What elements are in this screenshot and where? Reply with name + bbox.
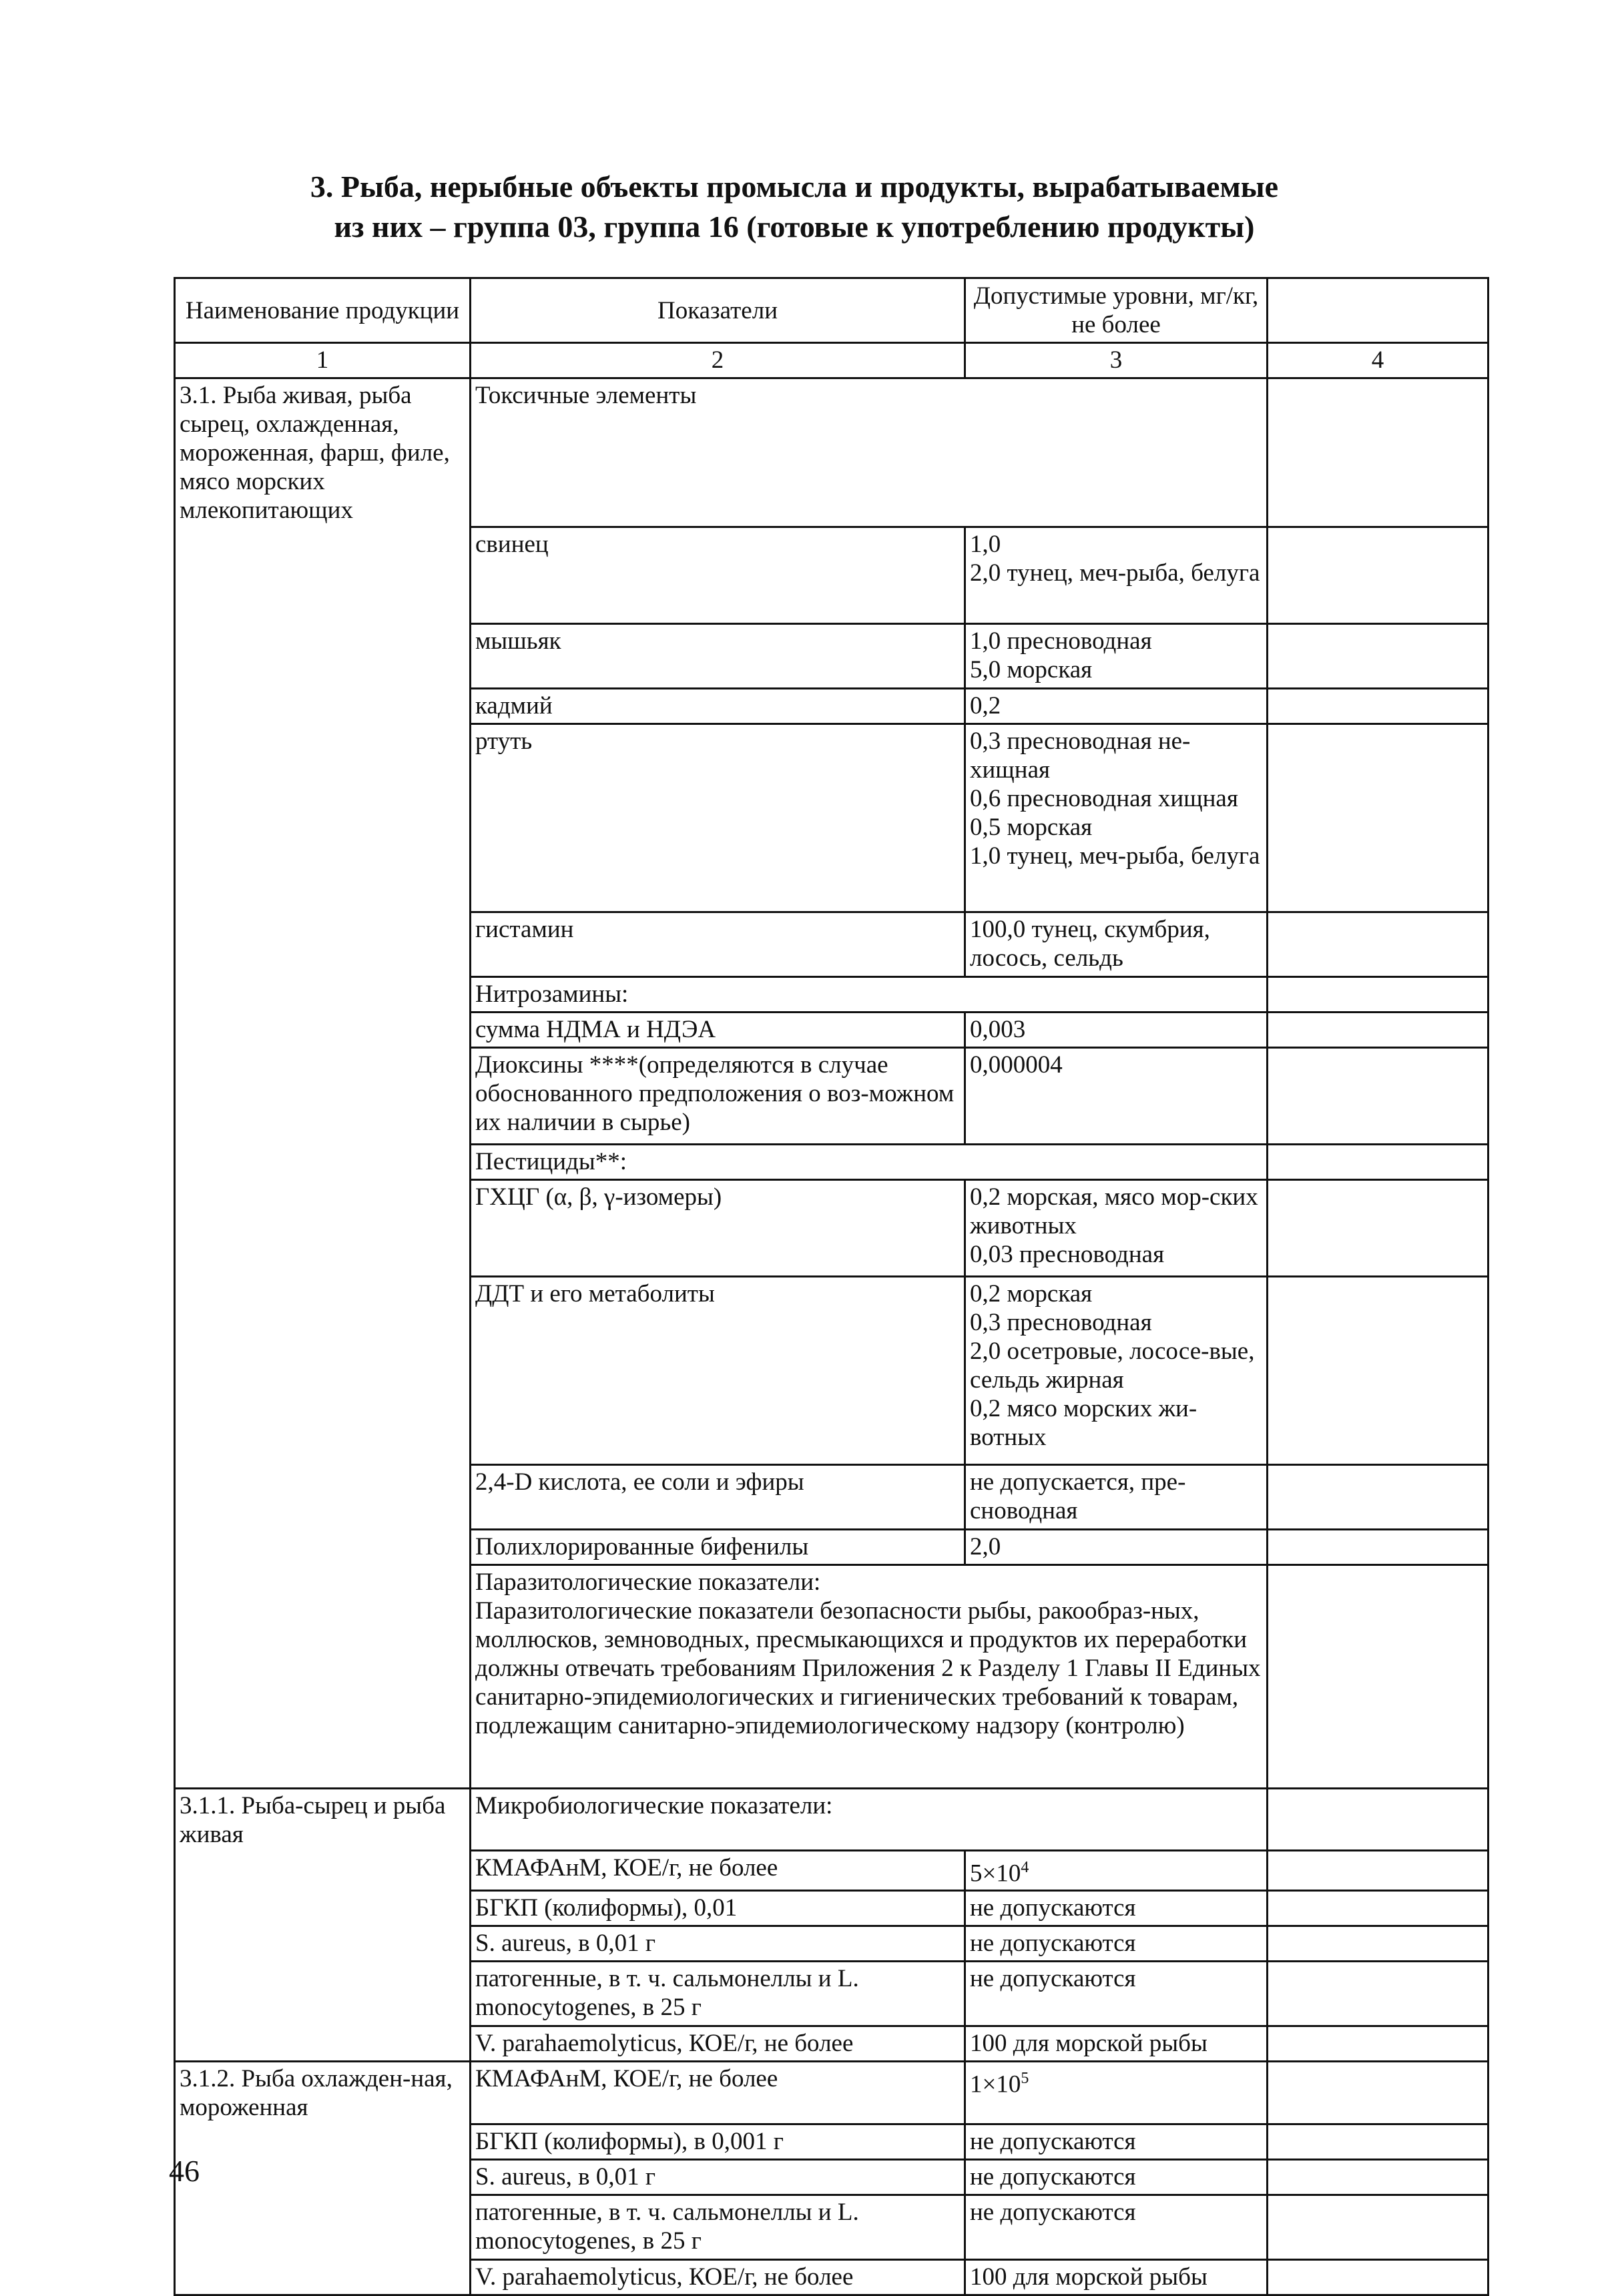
indicator-value [965, 2062, 1268, 2124]
col4-cell [1268, 1891, 1489, 1926]
section-nitrosamines: Нитрозамины: [471, 976, 1268, 1012]
table-row [175, 1962, 1489, 2026]
page-number: 46 [169, 2154, 200, 2188]
header-row [175, 278, 1489, 343]
col-number-2: 2 [471, 343, 965, 378]
col4-cell [1268, 378, 1489, 527]
indicator-name: 2,4-D кислота, ее соли и эфиры [471, 1464, 965, 1529]
indicator-name: V. parahaemolyticus, КОЕ/г, не более [471, 2259, 965, 2295]
standards-table [174, 277, 1489, 2296]
col-number-4: 4 [1268, 343, 1489, 378]
col4-cell [1268, 2124, 1489, 2159]
document-title [160, 167, 1428, 247]
indicator-name: ДДТ и его метаболиты [471, 1276, 965, 1464]
col4-cell [1268, 2159, 1489, 2195]
col4-cell [1268, 976, 1489, 1012]
indicator-value: 0,2 морская, мясо мор-ских животных 0,03 пресноводная [965, 1179, 1268, 1276]
col4-cell [1268, 1529, 1489, 1564]
table-row [175, 912, 1489, 976]
table-row [175, 1564, 1489, 1788]
col4-cell [1268, 527, 1489, 623]
indicator-value: 100,0 тунец, скумбрия, лосось, сельдь [965, 912, 1268, 976]
table-row [175, 623, 1489, 688]
group-continuation [175, 1276, 471, 1464]
group-continuation [175, 976, 471, 1012]
indicator-value: 0,003 [965, 1012, 1268, 1047]
indicator-name: КМАФАнМ, КОЕ/г, не более [471, 1851, 965, 1891]
table-row [175, 1464, 1489, 1529]
indicator-value: не допускаются [965, 2124, 1268, 2159]
indicator-value [965, 1851, 1268, 1891]
indicator-name: S. aureus, в 0,01 г [471, 2159, 965, 2195]
value-exponent: 5 [1021, 2070, 1029, 2088]
table-row [175, 1788, 1489, 1851]
table-row [175, 976, 1489, 1012]
group-continuation [175, 1012, 471, 1047]
table-row [175, 2026, 1489, 2062]
col4-cell [1268, 1788, 1489, 1851]
indicator-name: Диоксины ****(определяются в случае обоснованного предположения о воз-можном их наличии в сырье) [471, 1047, 965, 1144]
col4-cell [1268, 1564, 1489, 1788]
indicator-value: не допускаются [965, 2159, 1268, 2195]
table-row [175, 1891, 1489, 1926]
section-parasitological: Паразитологические показатели: Паразитологические показатели безопасности рыбы, ракообраз-ных, моллюсков, земноводных, пресмыкающихся и продуктов их переработки должны отвечать требованиям Приложения 2 к Разделу 1 Главы II Единых санитарно-эпидемиологических и гигиенических требований к товарам, подлежащим санитарно-эпидемиологическому надзору (контролю) [471, 1564, 1268, 1788]
title-line-1: 3. Рыба, нерыбные объекты промысла и продукты, вырабатываемые [310, 170, 1279, 204]
col4-cell [1268, 2195, 1489, 2259]
col4-cell [1268, 1276, 1489, 1464]
header-indicators: Показатели [471, 278, 965, 343]
indicator-value: не допускаются [965, 1891, 1268, 1926]
group-continuation [175, 2026, 471, 2062]
indicator-name: ртуть [471, 724, 965, 912]
indicator-value: не допускаются [965, 1926, 1268, 1962]
col4-cell [1268, 1012, 1489, 1047]
product-group-3-1-2: 3.1.2. Рыба охлажден-ная, мороженная [175, 2062, 471, 2124]
col4-cell [1268, 1926, 1489, 1962]
col4-cell [1268, 2062, 1489, 2124]
title-line-2: из них – группа 03, группа 16 (готовые к употреблению продукты) [334, 210, 1255, 244]
product-group-3-1-1: 3.1.1. Рыба-сырец и рыба живая [175, 1788, 471, 1851]
col4-cell [1268, 1962, 1489, 2026]
group-continuation [175, 1179, 471, 1276]
group-continuation [175, 527, 471, 623]
indicator-name: БГКП (колиформы), 0,01 [471, 1891, 965, 1926]
group-continuation [175, 1891, 471, 1926]
indicator-value: 100 для морской рыбы [965, 2259, 1268, 2295]
col4-cell [1268, 2026, 1489, 2062]
header-permissible-levels: Допустимые уровни, мг/кг, не более [965, 278, 1268, 343]
indicator-name: мышьяк [471, 623, 965, 688]
group-continuation [175, 1962, 471, 2026]
table-row [175, 2259, 1489, 2295]
col4-cell [1268, 1464, 1489, 1529]
group-continuation [175, 623, 471, 688]
indicator-name: ГХЦГ (α, β, γ-изомеры) [471, 1179, 965, 1276]
table-row [175, 1851, 1489, 1891]
col4-cell [1268, 623, 1489, 688]
table-row [175, 1926, 1489, 1962]
group-continuation [175, 1564, 471, 1788]
indicator-value: 0,2 морская 0,3 пресноводная 2,0 осетровые, лососе-вые, сельдь жирная 0,2 мясо морских жи-вотных [965, 1276, 1268, 1464]
indicator-value: 1,0 2,0 тунец, меч-рыба, белуга [965, 527, 1268, 623]
indicator-value: 2,0 [965, 1529, 1268, 1564]
col4-cell [1268, 1047, 1489, 1144]
col-number-3: 3 [965, 343, 1268, 378]
group-continuation [175, 1851, 471, 1891]
table-row [175, 378, 1489, 527]
indicator-value: 100 для морской рыбы [965, 2026, 1268, 2062]
col4-cell [1268, 724, 1489, 912]
section-toxic-elements: Токсичные элементы [471, 378, 1268, 527]
column-number-row [175, 343, 1489, 378]
indicator-name: S. aureus, в 0,01 г [471, 1926, 965, 1962]
indicator-name: Полихлорированные бифенилы [471, 1529, 965, 1564]
table-row [175, 2195, 1489, 2259]
value-base: 1×10 [970, 2070, 1021, 2098]
group-continuation [175, 912, 471, 976]
indicator-name: патогенные, в т. ч. сальмонеллы и L. monocytogenes, в 25 г [471, 2195, 965, 2259]
indicator-name: патогенные, в т. ч. сальмонеллы и L. monocytogenes, в 25 г [471, 1962, 965, 2026]
indicator-name: свинец [471, 527, 965, 623]
col4-cell [1268, 1851, 1489, 1891]
col4-cell [1268, 688, 1489, 724]
group-continuation [175, 1464, 471, 1529]
section-microbiological: Микробиологические показатели: [471, 1788, 1268, 1851]
group-continuation [175, 2159, 471, 2195]
indicator-name: сумма НДМА и НДЭА [471, 1012, 965, 1047]
table-row [175, 1529, 1489, 1564]
value-base: 5×10 [970, 1859, 1021, 1888]
group-continuation [175, 1926, 471, 1962]
table-row [175, 1276, 1489, 1464]
indicator-name: V. parahaemolyticus, КОЕ/г, не более [471, 2026, 965, 2062]
col4-cell [1268, 2259, 1489, 2295]
indicator-name: кадмий [471, 688, 965, 724]
group-continuation [175, 2195, 471, 2259]
header-product-name: Наименование продукции [175, 278, 471, 343]
section-pesticides: Пестициды**: [471, 1144, 1268, 1179]
col4-cell [1268, 1179, 1489, 1276]
group-continuation [175, 724, 471, 912]
group-continuation [175, 2259, 471, 2295]
product-group-3-1: 3.1. Рыба живая, рыба сырец, охлажденная, мороженная, фарш, филе, мясо морских млекопитающих [175, 378, 471, 527]
table-row [175, 688, 1489, 724]
indicator-value: не допускается, пре-сноводная [965, 1464, 1268, 1529]
table-row [175, 724, 1489, 912]
table-row [175, 2124, 1489, 2159]
indicator-name: гистамин [471, 912, 965, 976]
col4-cell [1268, 1144, 1489, 1179]
col-number-1: 1 [175, 343, 471, 378]
group-continuation [175, 688, 471, 724]
group-continuation [175, 1529, 471, 1564]
value-exponent: 4 [1021, 1859, 1029, 1876]
col4-cell [1268, 912, 1489, 976]
indicator-name: КМАФАнМ, КОЕ/г, не более [471, 2062, 965, 2124]
indicator-value: 0,2 [965, 688, 1268, 724]
table-row [175, 1179, 1489, 1276]
table-row [175, 527, 1489, 623]
indicator-name: БГКП (колиформы), в 0,001 г [471, 2124, 965, 2159]
table-row [175, 1144, 1489, 1179]
table-row [175, 2062, 1489, 2124]
group-continuation [175, 1047, 471, 1144]
indicator-value: 0,3 пресноводная не-хищная 0,6 пресноводная хищная 0,5 морская 1,0 тунец, меч-рыба, белуга [965, 724, 1268, 912]
table-row [175, 1012, 1489, 1047]
table-row [175, 2159, 1489, 2195]
indicator-value: 0,000004 [965, 1047, 1268, 1144]
header-col4 [1268, 278, 1489, 343]
group-continuation [175, 1144, 471, 1179]
indicator-value: 1,0 пресноводная 5,0 морская [965, 623, 1268, 688]
indicator-value: не допускаются [965, 1962, 1268, 2026]
table-row [175, 1047, 1489, 1144]
group-continuation [175, 2124, 471, 2159]
indicator-value: не допускаются [965, 2195, 1268, 2259]
